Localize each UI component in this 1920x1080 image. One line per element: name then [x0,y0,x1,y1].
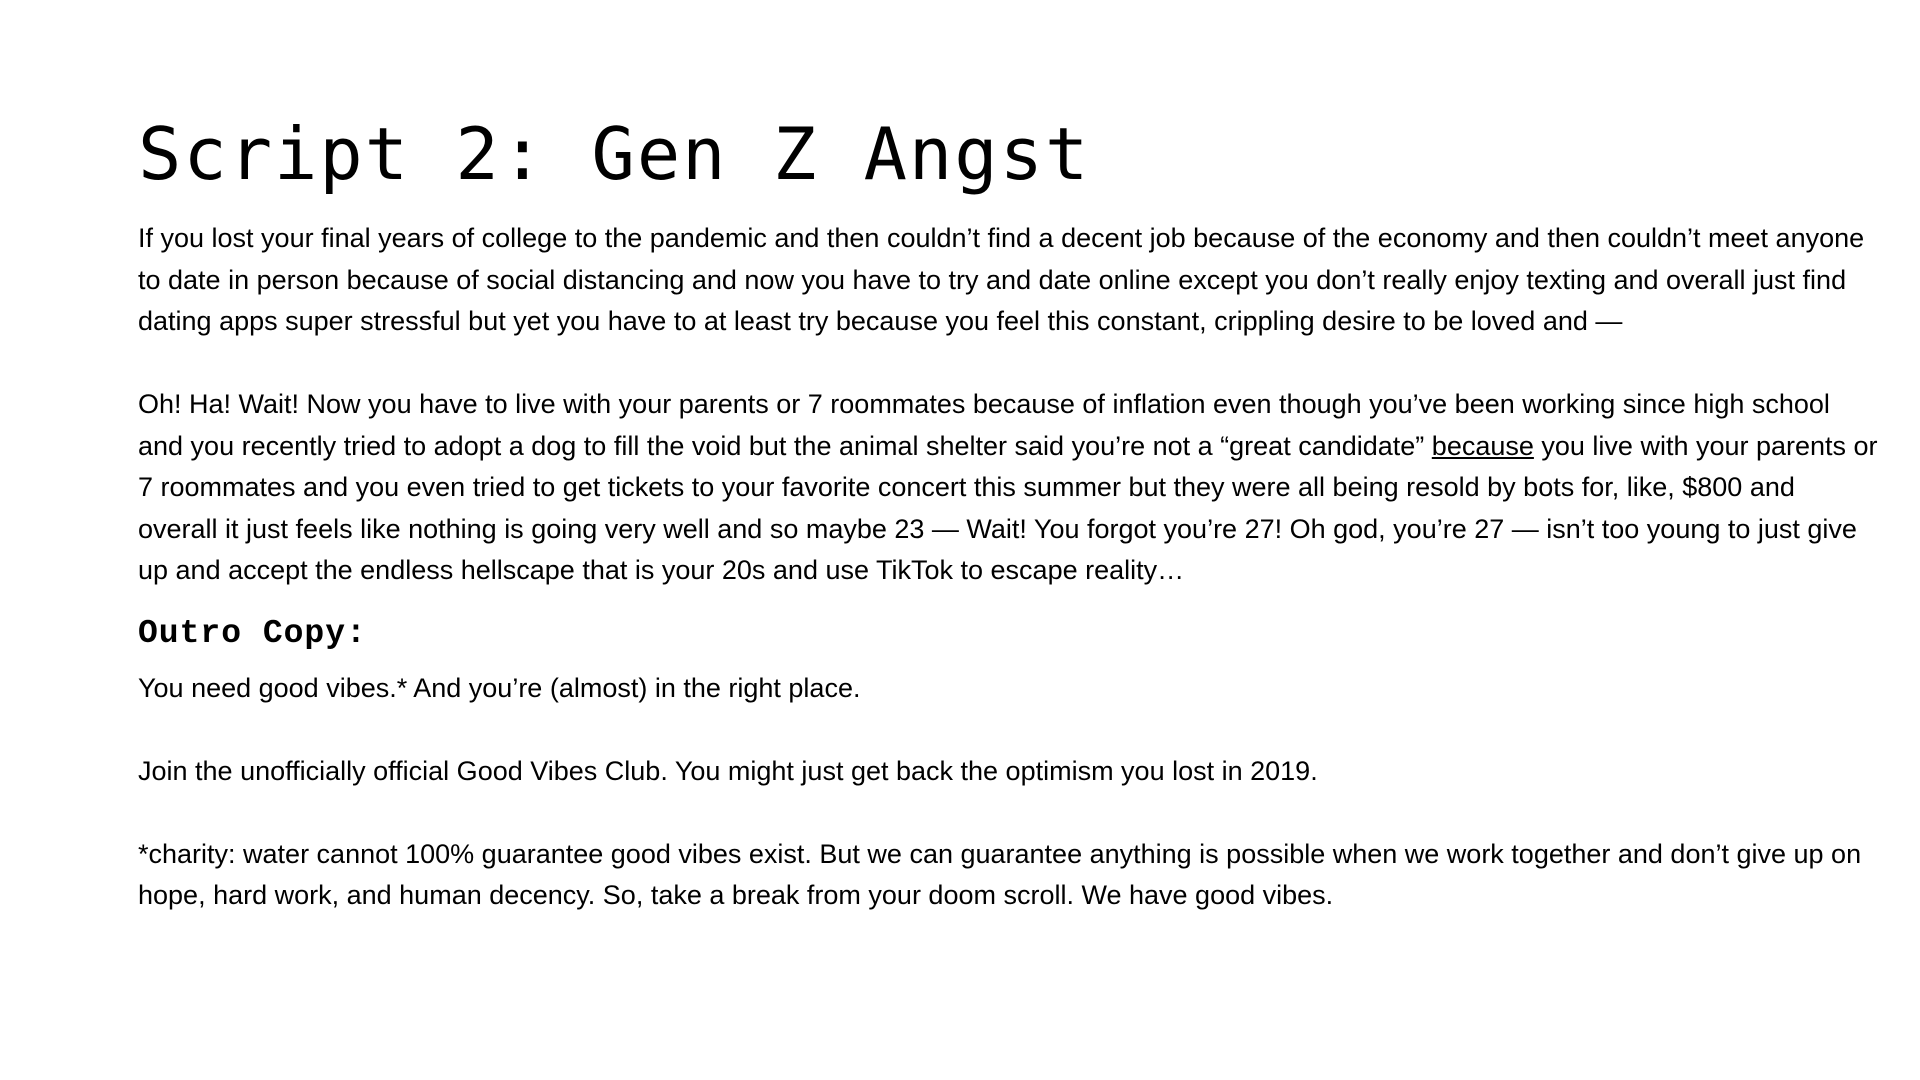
outro-paragraph-2: Join the unofficially official Good Vibes Club. You might just get back the optimism you lost in 2019. [138,755,1318,786]
outro-paragraph-3: *charity: water cannot 100% guarantee good vibes exist. But we can guarantee anything is possible when we work together and don’t give up on hope, hard work, and human decency. So, take a break from your doom scroll. We have good vibes. [138,838,1862,910]
script-paragraph-1: If you lost your final years of college to the pandemic and then couldn’t find a decent job because of the economy and then couldn’t meet anyone to date in person because of social distancing and now you have to try and date online except you don’t really enjoy texting and overall just find dating apps super stressful but yet you have to at least try because you feel this constant, crippling desire to be loved and — [138,223,1865,336]
document-page [138,112,1878,917]
paragraph-gap [138,343,1878,385]
paragraph-2-text-before: Oh! Ha! Wait! Now you have to live with your parents or 7 roommates because of inflation even though you’ve been working since high school and you recently tried to adopt a dog to fill the void but the animal shelter said you’re not a “great candidate” [138,389,1830,461]
script-paragraph-2 [138,384,1878,592]
underlined-word: because [1431,430,1534,461]
outro-heading: Outro Copy: [138,614,367,652]
paragraph-2-text-after: you live with your parents or 7 roommates and you even tried to get tickets to your favorite concert this summer but they were all being resold by bots for, like, $800 and overall it just feels like nothing is going very well and so maybe 23 — Wait! You forgot you’re 27! Oh god, you’re 27 — isn’t too young to just give up and accept the endless hellscape that is your 20s and use TikTok to escape reality… [138,430,1878,585]
paragraph-gap [138,709,1878,751]
page-title: Script 2: Gen Z Angst [138,112,1091,196]
outro-paragraph-1: You need good vibes.* And you’re (almost) in the right place. [138,672,861,703]
paragraph-gap [138,792,1878,834]
